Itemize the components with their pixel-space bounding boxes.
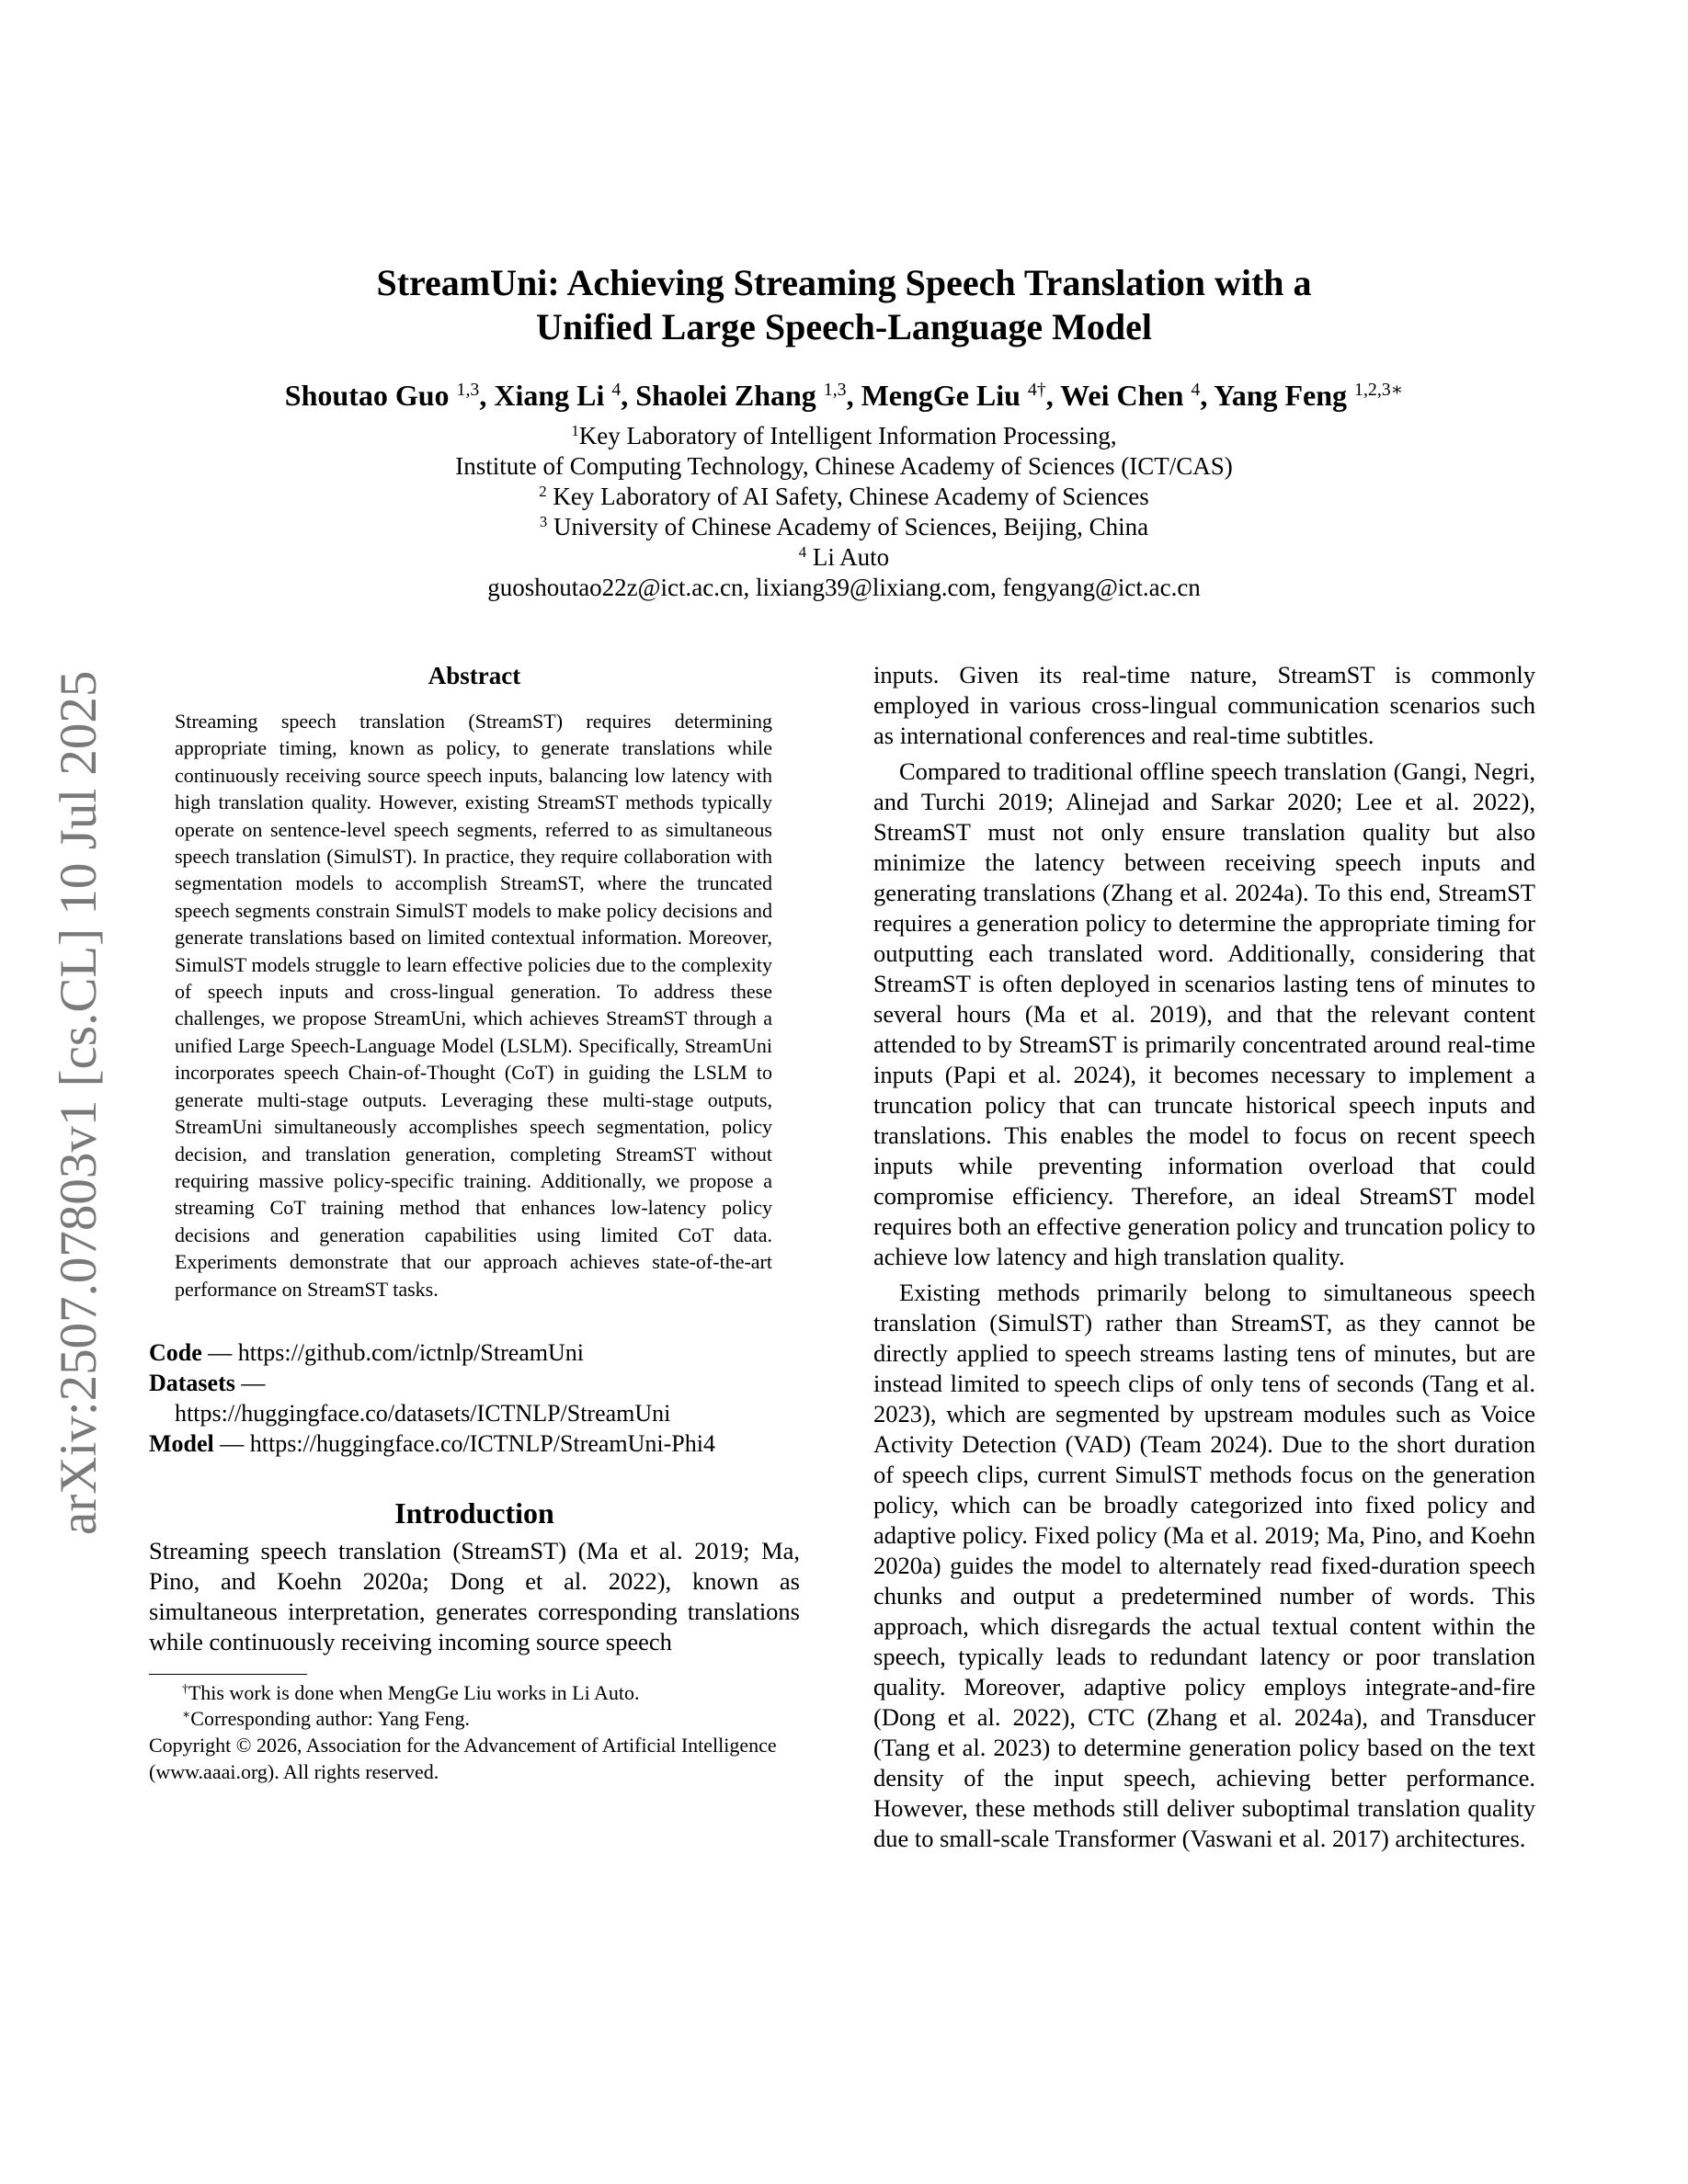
affiliation-4 [0, 542, 1688, 573]
paper-title [0, 261, 1688, 349]
intro-paragraph-1-end: inputs. Given its real-time nature, StreamST is commonly employed in various cross-lingual communication scenarios such as international conferences and real-time subtitles. [873, 661, 1535, 749]
intro-paragraph-3: Existing methods primarily belong to simultaneous speech translation (SimulST) rather than StreamST, as they cannot be directly applied to speech streams lasting tens of minutes, but are instead limited to speech clips of only tens of seconds (Tang et al. 2023), which are segmented by upstream modules such as Voice Activity Detection (VAD) (Team 2024). Due to the short duration of speech clips, current SimulST methods focus on the generation policy, which can be broadly categorized into fixed policy and adaptive policy. Fixed policy (Ma et al. 2019; Ma, Pino, and Koehn 2020a) guides the model to alternately read fixed-duration speech chunks and output a predetermined number of words. This approach, which disregards the actual textual content within the speech, typically leads to redundant latency or poor translation quality. Moreover, adaptive policy employs integrate-and-fire (Dong et al. 2022), CTC (Zhang et al. 2024a), and Transducer (Tang et al. 2023) to determine generation policy based on the text density of the input speech, achieving better performance. However, these methods still deliver suboptimal translation quality due to small-scale Transformer (Vaswani et al. 2017) architectures. [873, 1279, 1535, 1852]
affiliation-1-marker: 1 [571, 421, 579, 439]
code-link-row[interactable] [149, 1337, 800, 1368]
footnote-1-marker: † [182, 1681, 188, 1696]
datasets-dash: — [234, 1369, 266, 1396]
author-affiliation-marker: 1,2,3∗ [1354, 380, 1404, 401]
introduction-heading: Introduction [394, 1496, 554, 1530]
author-name: Wei Chen [1060, 379, 1192, 412]
intro-paragraph-2: Compared to traditional offline speech translation (Gangi, Negri, and Turchi 2019; Alinejad and Sarkar 2020; Lee et al. 2022), StreamST must not only ensure translation quality but also minimize the latency between receiving speech inputs and generating translations (Zhang et al. 2024a). To this end, StreamST requires a generation policy to determine the appropriate timing for outputting each translated word. Additionally, considering that StreamST is often deployed in scenarios lasting tens of minutes to several hours (Ma et al. 2019), and that the relevant content attended to by StreamST is primarily concentrated around real-time inputs (Papi et al. 2024), it becomes necessary to implement a truncation policy that can truncate historical speech inputs and translations. This enables the model to focus on recent speech inputs while preventing information overload that could compromise efficiency. Therefore, an ideal StreamST model requires both an effective generation policy and truncation policy to achieve low latency and high translation quality. [873, 757, 1535, 1270]
affiliation-1 [0, 421, 1688, 451]
code-label: Code [149, 1338, 202, 1366]
copyright-notice: Copyright © 2026, Association for the Advancement of Artificial Intelligence (www.aaai.org). All rights reserved. [149, 1733, 777, 1783]
author-separator: , [621, 379, 636, 412]
author-affiliation-marker: 1,3 [823, 380, 847, 401]
affiliation-3-text: University of Chinese Academy of Sciences, Beijing, China [547, 513, 1149, 540]
author-affiliation-marker: 4† [1027, 380, 1046, 401]
abstract-text: Streaming speech translation (StreamST) requires determining appropriate timing, known as policy, to generate translations while continuously receiving source speech inputs, balancing low latency with high translation quality. However, existing StreamST methods typically operate on sentence-level speech segments, referred to as simultaneous speech translation (SimulST). In practice, they require collaboration with segmentation models to accomplish StreamST, where the truncated speech segments constrain SimulST models to make policy decisions and generate translations based on limited contextual information. Moreover, SimulST models struggle to learn effective policies due to the complexity of speech inputs and cross-lingual generation. To address these challenges, we propose StreamUni, which achieves StreamST through a unified Large Speech-Language Model (LSLM). Specifically, StreamUni incorporates speech Chain-of-Thought (CoT) in guiding the LSLM to generate multi-stage outputs. Leveraging these multi-stage outputs, StreamUni simultaneously accomplishes speech segmentation, policy decision, and translation generation, completing StreamST without requiring massive policy-specific training. Additionally, we propose a streaming CoT training method that enhances low-latency policy decisions and generation capabilities using limited CoT data. Experiments demonstrate that our approach achieves state-of-the-art performance on StreamST tasks. [175, 710, 772, 1301]
footnote-2 [149, 1706, 800, 1732]
author-name: Shoutao Guo [284, 379, 457, 412]
author-name: Xiang Li [494, 379, 612, 412]
footnote-1 [149, 1680, 800, 1706]
author-affiliation-marker: 4 [611, 380, 622, 401]
title-line-1: StreamUni: Achieving Streaming Speech Translation with a [376, 262, 1312, 303]
author-emails: guoshoutao22z@ict.ac.cn, lixiang39@lixiang.com, fengyang@ict.ac.cn [487, 574, 1201, 601]
model-label: Model [149, 1429, 214, 1457]
author-separator: , [479, 379, 495, 412]
right-column [873, 660, 1535, 1854]
model-link-row[interactable] [149, 1428, 800, 1459]
title-line-2: Unified Large Speech-Language Model [536, 306, 1152, 347]
author-affiliation-marker: 4 [1191, 380, 1201, 401]
affiliation-4-marker: 4 [798, 542, 807, 561]
affiliation-1-line-2: Institute of Computing Technology, Chinese Academy of Sciences (ICT/CAS) [455, 452, 1233, 480]
footnote-2-marker: ∗ [182, 1707, 191, 1722]
intro-paragraph-1-start: Streaming speech translation (StreamST) (Ma et al. 2019; Ma, Pino, and Koehn 2020a; Dong et al. 2022), known as simultaneous interpretation, generates corresponding translations while continuously receiving incoming source speech [149, 1536, 800, 1655]
affiliation-2 [0, 482, 1688, 512]
affiliations [0, 421, 1688, 603]
author-name: MengGe Liu [861, 379, 1028, 412]
affiliation-2-text: Key Laboratory of AI Safety, Chinese Academy of Sciences [546, 483, 1149, 510]
datasets-label: Datasets [149, 1369, 235, 1396]
arxiv-identifier: arXiv:2507.07803v1 [cs.CL] 10 Jul 2025 [50, 670, 108, 1535]
datasets-link[interactable]: https://huggingface.co/datasets/ICTNLP/StreamUni [175, 1399, 671, 1427]
author-name: Yang Feng [1214, 379, 1355, 412]
code-link[interactable]: — https://github.com/ictnlp/StreamUni [201, 1338, 585, 1366]
author-list [0, 377, 1688, 414]
affiliation-2-marker: 2 [539, 482, 547, 500]
resource-links [149, 1337, 800, 1459]
footnote-2-text: Corresponding author: Yang Feng. [190, 1706, 470, 1730]
author-name: Shaolei Zhang [635, 379, 824, 412]
datasets-link-row [149, 1368, 800, 1398]
author-affiliation-marker: 1,3 [456, 380, 480, 401]
model-link[interactable]: — https://huggingface.co/ICTNLP/StreamUni-Phi4 [213, 1429, 715, 1457]
affiliation-1-line-1: Key Laboratory of Intelligent Information Processing, [578, 422, 1117, 449]
author-separator: , [1200, 379, 1215, 412]
abstract-heading: Abstract [428, 662, 521, 689]
footnote-1-text: This work is done when MengGe Liu works in Li Auto. [188, 1680, 640, 1704]
author-separator: , [846, 379, 861, 412]
footnote-rule [149, 1674, 307, 1675]
affiliation-4-text: Li Auto [806, 543, 890, 571]
affiliation-3-marker: 3 [539, 512, 548, 530]
author-separator: , [1045, 379, 1061, 412]
affiliation-3 [0, 512, 1688, 542]
left-column [149, 660, 800, 1785]
